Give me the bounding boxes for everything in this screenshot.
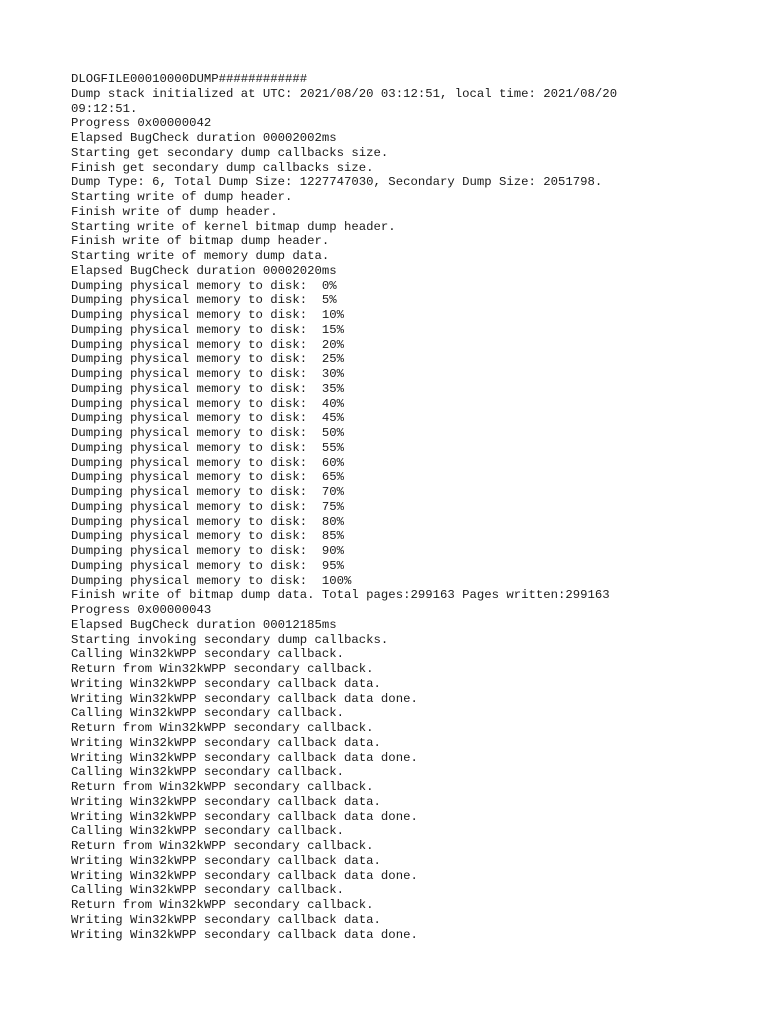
log-line: Progress 0x00000043 (71, 603, 212, 617)
log-line: Writing Win32kWPP secondary callback data done. (71, 868, 418, 883)
log-line: Return from Win32kWPP secondary callback. (71, 721, 374, 735)
log-line: Writing Win32kWPP secondary callback data. (71, 912, 381, 927)
log-line: Elapsed BugCheck duration 00002020ms (71, 263, 337, 278)
log-line: Starting write of dump header. (71, 190, 293, 204)
log-line: Dumping physical memory to disk: 10% (71, 308, 345, 322)
log-line: Finish write of dump header. (71, 204, 278, 219)
log-line: Calling Win32kWPP secondary callback. (71, 824, 345, 839)
log-line: Finish write of bitmap dump header. (71, 234, 330, 249)
log-line: Dumping physical memory to disk: 95% (71, 558, 345, 573)
log-line: Dump Type: 6, Total Dump Size: 1227747030, Secondary Dump Size: 2051798. (71, 175, 603, 190)
log-line: Starting invoking secondary dump callbacks. (71, 632, 389, 647)
log-line: Elapsed BugCheck duration 00002002ms (71, 131, 337, 145)
log-line: Writing Win32kWPP secondary callback data done. (71, 927, 418, 942)
log-line: Writing Win32kWPP secondary callback data done. (71, 809, 418, 824)
log-line: Dumping physical memory to disk: 5% (71, 293, 337, 308)
log-line: Starting get secondary dump callbacks size. (71, 145, 389, 160)
log-line: Dumping physical memory to disk: 15% (71, 322, 345, 337)
log-line: Dumping physical memory to disk: 70% (71, 485, 345, 499)
log-line: Dumping physical memory to disk: 60% (71, 455, 345, 470)
log-line: Writing Win32kWPP secondary callback data. (71, 735, 381, 750)
log-line: Finish get secondary dump callbacks size. (71, 160, 374, 175)
log-line: Progress 0x00000042 (71, 116, 212, 131)
log-line: Dumping physical memory to disk: 0% (71, 278, 337, 293)
log-line: Return from Win32kWPP secondary callback. (71, 662, 374, 676)
log-line: Dumping physical memory to disk: 55% (71, 440, 345, 455)
log-line: Dumping physical memory to disk: 85% (71, 529, 345, 544)
log-line: Return from Win32kWPP secondary callback. (71, 898, 374, 912)
log-line: Return from Win32kWPP secondary callback. (71, 839, 374, 853)
log-line: Calling Win32kWPP secondary callback. (71, 765, 345, 780)
log-line: DLOGFILE00010000DUMP############ (71, 72, 308, 86)
log-line: Calling Win32kWPP secondary callback. (71, 883, 345, 898)
log-line: Dumping physical memory to disk: 90% (71, 544, 345, 558)
log-line: Writing Win32kWPP secondary callback data done. (71, 691, 418, 706)
log-line: Dumping physical memory to disk: 80% (71, 514, 345, 529)
log-line: Elapsed BugCheck duration 00012185ms (71, 617, 337, 632)
log-line: Starting write of kernel bitmap dump header. (71, 219, 396, 234)
dump-log-document (71, 72, 711, 942)
log-line: Dumping physical memory to disk: 50% (71, 426, 345, 440)
log-line: Dumping physical memory to disk: 20% (71, 337, 345, 352)
log-line: Dumping physical memory to disk: 25% (71, 352, 345, 367)
log-line: Calling Win32kWPP secondary callback. (71, 647, 345, 662)
log-line: Dumping physical memory to disk: 100% (71, 573, 352, 588)
log-line: Return from Win32kWPP secondary callback. (71, 780, 374, 794)
log-lines (71, 72, 711, 942)
log-line: Dumping physical memory to disk: 40% (71, 396, 345, 411)
log-line: Dumping physical memory to disk: 30% (71, 367, 345, 381)
log-line: Dumping physical memory to disk: 45% (71, 411, 345, 426)
log-line: Writing Win32kWPP secondary callback data. (71, 794, 381, 809)
log-line: 09:12:51. (71, 101, 138, 116)
log-line: Starting write of memory dump data. (71, 249, 330, 263)
log-line: Dumping physical memory to disk: 75% (71, 499, 345, 514)
log-line: Writing Win32kWPP secondary callback data. (71, 676, 381, 691)
log-line: Calling Win32kWPP secondary callback. (71, 706, 345, 721)
log-line: Writing Win32kWPP secondary callback data. (71, 853, 381, 868)
log-line: Dumping physical memory to disk: 35% (71, 381, 345, 396)
log-line: Dump stack initialized at UTC: 2021/08/20 03:12:51, local time: 2021/08/20 (71, 86, 618, 101)
log-line: Writing Win32kWPP secondary callback data done. (71, 750, 418, 765)
log-line: Dumping physical memory to disk: 65% (71, 470, 345, 485)
log-line: Finish write of bitmap dump data. Total pages:299163 Pages written:299163 (71, 588, 610, 603)
